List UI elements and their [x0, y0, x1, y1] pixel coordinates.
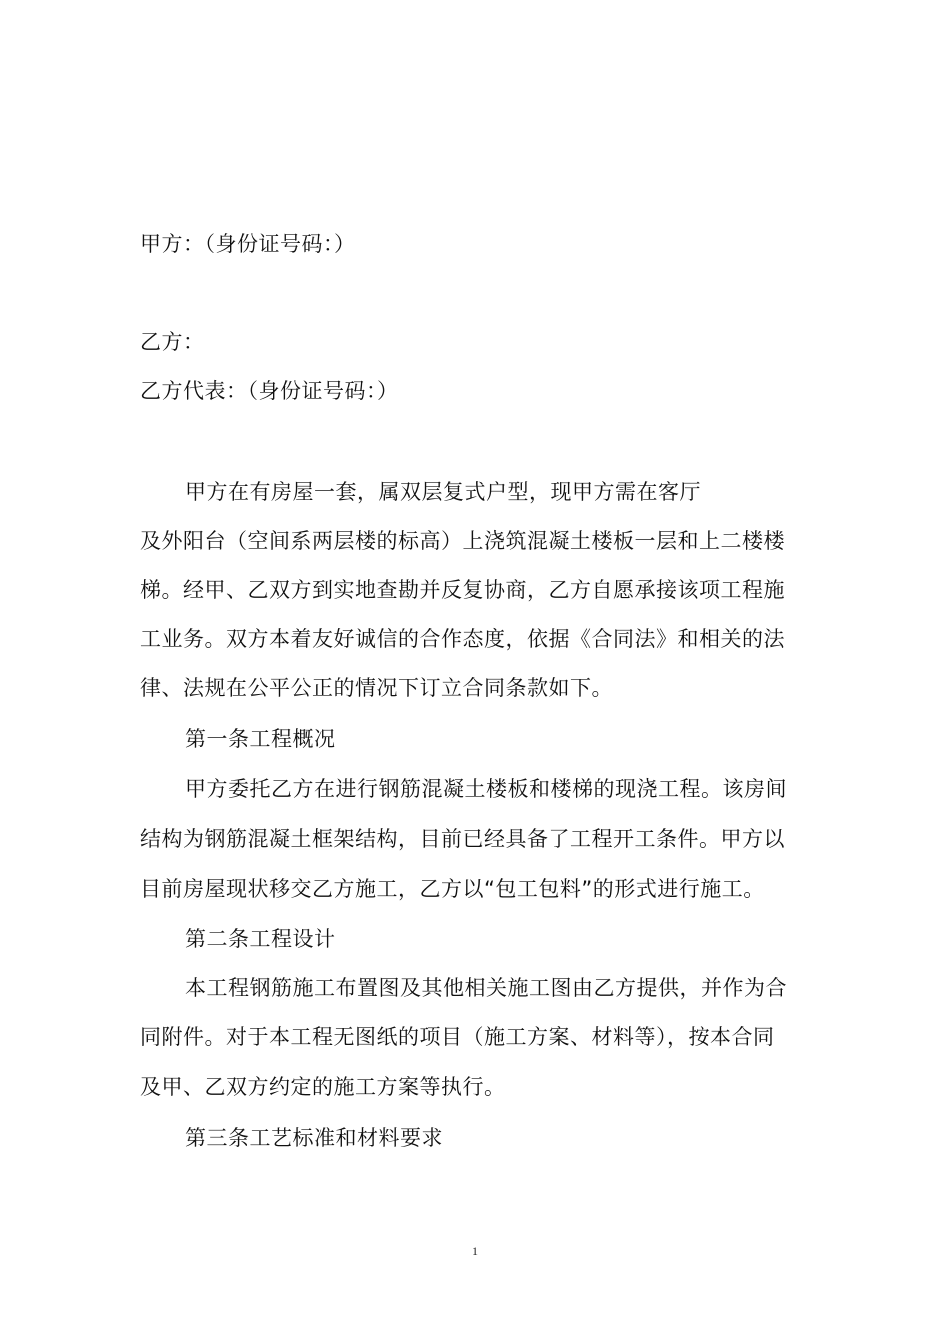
party-b-line: 乙方： — [140, 330, 205, 354]
intro-line: 工业务。双方本着友好诚信的合作态度，依据《合同法》和相关的法 — [140, 627, 785, 651]
intro-line: 甲方在有房屋一套，属双层复式户型，现甲方需在客厅 — [185, 480, 701, 504]
article-1-line: 目前房屋现状移交乙方施工，乙方以“包工包料”的形式进行施工。 — [140, 877, 765, 901]
article-1-line: 结构为钢筋混凝土框架结构，目前已经具备了工程开工条件。甲方以 — [140, 827, 785, 851]
page-number: 1 — [472, 1244, 478, 1258]
party-a-line: 甲方：（身份证号码：） — [140, 232, 356, 256]
party-b-representative-line: 乙方代表：（身份证号码：） — [140, 379, 399, 403]
article-2-line: 本工程钢筋施工布置图及其他相关施工图由乙方提供，并作为合 — [185, 976, 787, 1000]
article-1-title: 第一条工程概况 — [185, 727, 336, 751]
article-2-line: 同附件。对于本工程无图纸的项目（施工方案、材料等），按本合同 — [140, 1025, 775, 1049]
intro-line: 律、法规在公平公正的情况下订立合同条款如下。 — [140, 676, 613, 700]
intro-line: 及外阳台（空间系两层楼的标高）上浇筑混凝土楼板一层和上二楼楼 — [140, 529, 785, 553]
article-3-title: 第三条工艺标准和材料要求 — [185, 1126, 443, 1150]
intro-line: 梯。经甲、乙双方到实地查勘并反复协商，乙方自愿承接该项工程施 — [140, 578, 785, 602]
article-2-title: 第二条工程设计 — [185, 927, 336, 951]
article-1-line: 甲方委托乙方在进行钢筋混凝土楼板和楼梯的现浇工程。该房间 — [185, 777, 787, 801]
article-2-line: 及甲、乙双方约定的施工方案等执行。 — [140, 1075, 506, 1099]
